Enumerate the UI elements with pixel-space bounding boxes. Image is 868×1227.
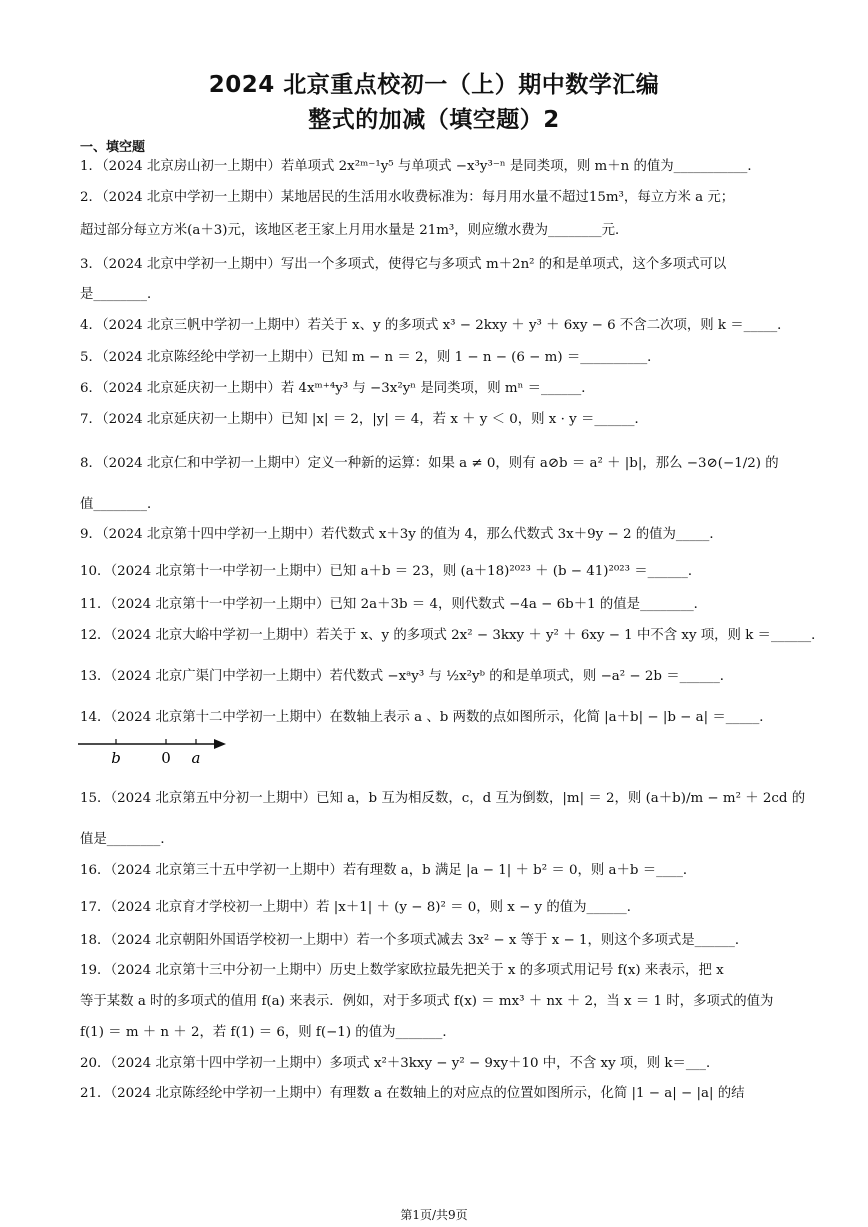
question-line: 12．（2024 北京大峪中学初一上期中）若关于 x、y 的多项式 2x² − 3kxy ＋ y² ＋ 6xy − 1 中不含 xy 项，则 k ＝______． (80, 628, 825, 643)
question-line: 1．（2024 北京房山初一上期中）若单项式 2x²ᵐ⁻¹y⁵ 与单项式 −x³y³⁻ⁿ 是同类项，则 m＋n 的值为___________． (80, 159, 761, 174)
question-line: 值是________． (80, 832, 174, 847)
question-line: 21．（2024 北京陈经纶中学初一上期中）有理数 a 在数轴上的对应点的位置如图所示，化简 |1 − a| − |a| 的结 (80, 1086, 745, 1101)
label-zero: 0 (161, 749, 171, 767)
question-line: 18．（2024 北京朝阳外国语学校初一上期中）若一个多项式减去 3x² − x 等于 x − 1，则这个多项式是______． (80, 933, 749, 948)
question-line: 11．（2024 北京第十一中学初一上期中）已知 2a＋3b ＝ 4，则代数式 −4a − 6b＋1 的值是________． (80, 597, 708, 612)
question-line: 9．（2024 北京第十四中学初一上期中）若代数式 x＋3y 的值为 4，那么代数式 3x＋9y − 2 的值为_____． (80, 527, 723, 542)
question-line: 8．（2024 北京仁和中学初一上期中）定义一种新的运算：如果 a ≠ 0，则有 a⊘b ＝ a² ＋ |b|，那么 −3⊘(−1/2) 的 (80, 456, 779, 471)
question-line: 5．（2024 北京陈经纶中学初一上期中）已知 m − n ＝ 2，则 1 − n − (6 − m) ＝__________． (80, 350, 661, 365)
page-title: 2024 北京重点校初一（上）期中数学汇编 (208, 72, 660, 98)
number-line-arrow (214, 739, 226, 749)
page-footer: 第1页/共9页 (400, 1208, 468, 1222)
question-line: 3．（2024 北京中学初一上期中）写出一个多项式，使得它与多项式 m＋2n² 的和是单项式，这个多项式可以 (80, 257, 727, 272)
question-line: 17．（2024 北京育才学校初一上期中）若 |x＋1| ＋ (y − 8)² ＝ 0，则 x − y 的值为______． (80, 900, 641, 915)
question-line: 是________． (80, 287, 161, 302)
question-line: 15．（2024 北京第五中分初一上期中）已知 a，b 互为相反数，c，d 互为倒数，|m| ＝ 2，则 (a＋b)/m − m² ＋ 2cd 的 (80, 791, 806, 806)
question-line: 7．（2024 北京延庆初一上期中）已知 |x| ＝ 2，|y| ＝ 4，若 x ＋ y ＜ 0，则 x · y ＝______． (80, 412, 648, 427)
section-heading: 一、填空题 (80, 140, 146, 155)
question-line: 14．（2024 北京第十二中学初一上期中）在数轴上表示 a 、b 两数的点如图所示，化简 |a＋b| − |b − a| ＝_____． (80, 710, 773, 725)
question-line: 超过部分每立方米(a＋3)元，该地区老王家上月用水量是 21m³，则应缴水费为________元． (80, 223, 629, 238)
question-line: f(1) ＝ m ＋ n ＋ 2，若 f(1) ＝ 6，则 f(−1) 的值为_______． (80, 1025, 456, 1040)
question-line: 20．（2024 北京第十四中学初一上期中）多项式 x²＋3kxy − y² − 9xy＋10 中，不含 xy 项，则 k＝___． (80, 1056, 720, 1071)
label-a: a (191, 749, 201, 767)
question-line: 16．（2024 北京第三十五中学初一上期中）若有理数 a，b 满足 |a − 1| ＋ b² ＝ 0，则 a＋b ＝____． (80, 863, 697, 878)
question-line: 6．（2024 北京延庆初一上期中）若 4xᵐ⁺⁴y³ 与 −3x²yⁿ 是同类项，则 mⁿ ＝______． (80, 381, 595, 396)
question-line: 13．（2024 北京广渠门中学初一上期中）若代数式 −xᵃy³ 与 ½x²yᵇ 的和是单项式，则 −a² − 2b ＝______． (80, 669, 734, 684)
page-subtitle: 整式的加减（填空题）2 (308, 107, 560, 133)
question-line: 2．（2024 北京中学初一上期中）某地居民的生活用水收费标准为：每月用水量不超过15m³，每立方米 a 元； (80, 190, 735, 205)
question-line: 等于某数 a 时的多项式的值用 f(a) 来表示．例如，对于多项式 f(x) ＝ mx³ ＋ nx ＋ 2，当 x ＝ 1 时，多项式的值为 (80, 994, 774, 1009)
question-line: 4．（2024 北京三帆中学初一上期中）若关于 x、y 的多项式 x³ − 2kxy ＋ y³ ＋ 6xy − 6 不含二次项，则 k ＝_____． (80, 318, 791, 333)
question-line: 值________． (80, 497, 161, 512)
question-line: 19．（2024 北京第十三中分初一上期中）历史上数学家欧拉最先把关于 x 的多项式用记号 f(x) 来表示，把 x (80, 963, 724, 978)
question-line: 10．（2024 北京第十一中学初一上期中）已知 a＋b ＝ 23，则 (a＋18)²⁰²³ ＋ (b − 41)²⁰²³ ＝______． (80, 564, 702, 579)
number-line-figure (78, 737, 238, 767)
label-b: b (111, 749, 121, 767)
